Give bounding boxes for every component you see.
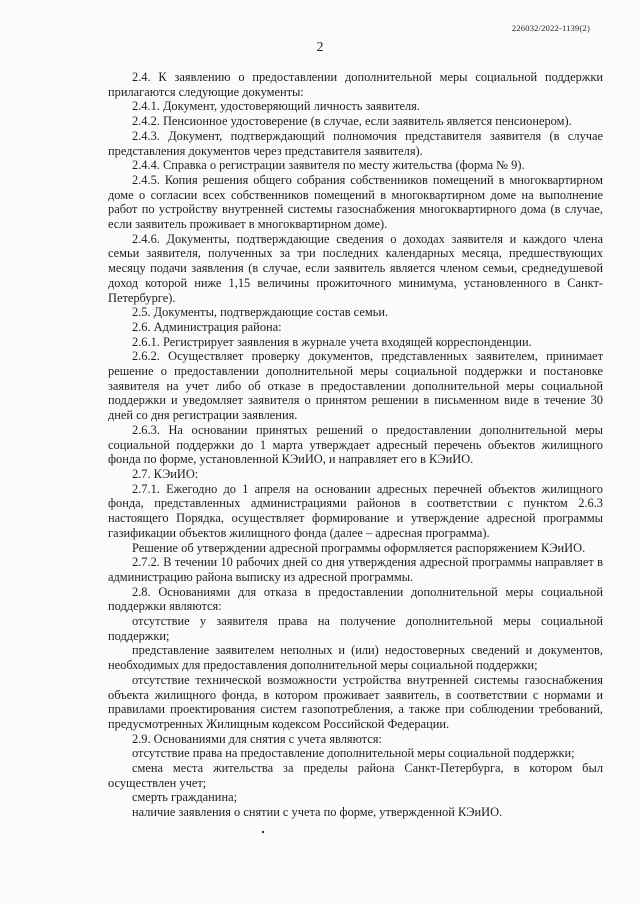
paragraph-decision-approval: Решение об утверждении адресной программы оформляется распоряжением КЭиИО. — [132, 540, 586, 555]
deregistration-ground-no-right: отсутствие права на предоставление дополнительной меры социальной поддержки; — [132, 746, 575, 761]
deregistration-ground-relocation: смена места жительства за пределы района Санкт-Петербурга, в котором был осуществлен учет; — [108, 761, 603, 790]
paragraph-2-6: 2.6. Администрация района: — [132, 319, 282, 334]
deregistration-ground-death: смерть гражданина; — [132, 790, 238, 805]
paragraph-2-4: 2.4. К заявлению о предоставлении дополнительной меры социальной поддержки прилагаются следующие документы: — [108, 70, 603, 99]
page-number: 2 — [316, 40, 324, 55]
paragraph-2-4-5: 2.4.5. Копия решения общего собрания собственников помещений в многоквартирном доме о согласии всех собственников помещений в многоквартирном доме на выполнение работ по устройству внутренней системы газоснабжения многоквартирного дома (в случае, если заявитель проживает в многоквартирном доме). — [108, 172, 603, 232]
paragraph-2-6-1: 2.6.1. Регистрирует заявления в журнале учета входящей корреспонденции. — [132, 334, 532, 349]
scan-speck — [262, 831, 264, 833]
document-body — [108, 70, 603, 820]
paragraph-2-6-2: 2.6.2. Осуществляет проверку документов, представленных заявителем, принимает решение о предоставлении дополнительной меры социальной поддержки и постановке заявителя на учет либо об отказе в предоставлении дополнительной меры социальной поддержки и уведомляет заявителя о принятом решении в письменном виде в течение 30 дней со дня регистрации заявления. — [108, 349, 603, 423]
paragraph-2-4-1: 2.4.1. Документ, удостоверяющий личность заявителя. — [132, 99, 420, 114]
paragraph-2-4-3: 2.4.3. Документ, подтверждающий полномочия представителя заявителя (в случае представления документов через представителя заявителя). — [108, 128, 603, 158]
paragraph-2-7-2: 2.7.2. В течении 10 рабочих дней со дня утверждения адресной программы направляет в администрацию района выписку из адресной программы. — [108, 555, 603, 584]
deregistration-ground-application: наличие заявления о снятии с учета по форме, утвержденной КЭиИО. — [132, 805, 503, 820]
paragraph-2-4-2: 2.4.2. Пенсионное удостоверение (в случае, если заявитель является пенсионером). — [132, 114, 572, 129]
refusal-ground-technical: отсутствие технической возможности устройства внутренней системы газоснабжения объекта жилищного фонда, в котором проживает заявитель, в соответствии с нормами и правилами проектирования систем газопотребления, а также при соблюдении требований, предусмотренных Жилищным кодексом Российской Федерации. — [108, 672, 603, 731]
document-registration-number: 226032/2022-1139(2) — [511, 23, 590, 33]
paragraph-2-7: 2.7. КЭиИО: — [132, 466, 199, 481]
paragraph-2-5: 2.5. Документы, подтверждающие состав семьи. — [132, 305, 389, 320]
paragraph-2-6-3: 2.6.3. На основании принятых решений о предоставлении дополнительной меры социальной поддержки до 1 марта утверждает адресный перечень объектов жилищного фонда по форме, установленной КЭиИО, и направляет его в КЭиИО. — [108, 422, 603, 467]
refusal-ground-incomplete-docs: представление заявителем неполных и (или) недостоверных сведений и документов, необходимых для предоставления дополнительной меры социальной поддержки; — [108, 643, 603, 673]
paragraph-2-4-6: 2.4.6. Документы, подтверждающие сведения о доходах заявителя и каждого члена семьи заявителя, полученных за три последних календарных месяца, предшествующих месяцу подачи заявления (в случае, если заявитель является членом семьи, среднедушевой доход которой ниже 1,15 величины прожиточного минимума, установленного в Санкт-Петербурге). — [108, 231, 603, 305]
refusal-ground-no-right: отсутствие у заявителя права на получение дополнительной меры социальной поддержки; — [108, 614, 603, 643]
paragraph-2-9: 2.9. Основаниями для снятия с учета являются: — [132, 731, 382, 746]
paragraph-2-4-4: 2.4.4. Справка о регистрации заявителя по месту жительства (форма № 9). — [132, 158, 525, 173]
paragraph-2-8: 2.8. Основаниями для отказа в предоставлении дополнительной меры социальной поддержки являются: — [108, 584, 603, 614]
paragraph-2-7-1: 2.7.1. Ежегодно до 1 апреля на основании адресных перечней объектов жилищного фонда, представленных администрациями районов в соответствии с пунктом 2.6.3 настоящего Порядка, осуществляет формирование и утверждение адресной программы газификации объектов жилищного фонда (далее – адресная программа). — [108, 481, 603, 540]
